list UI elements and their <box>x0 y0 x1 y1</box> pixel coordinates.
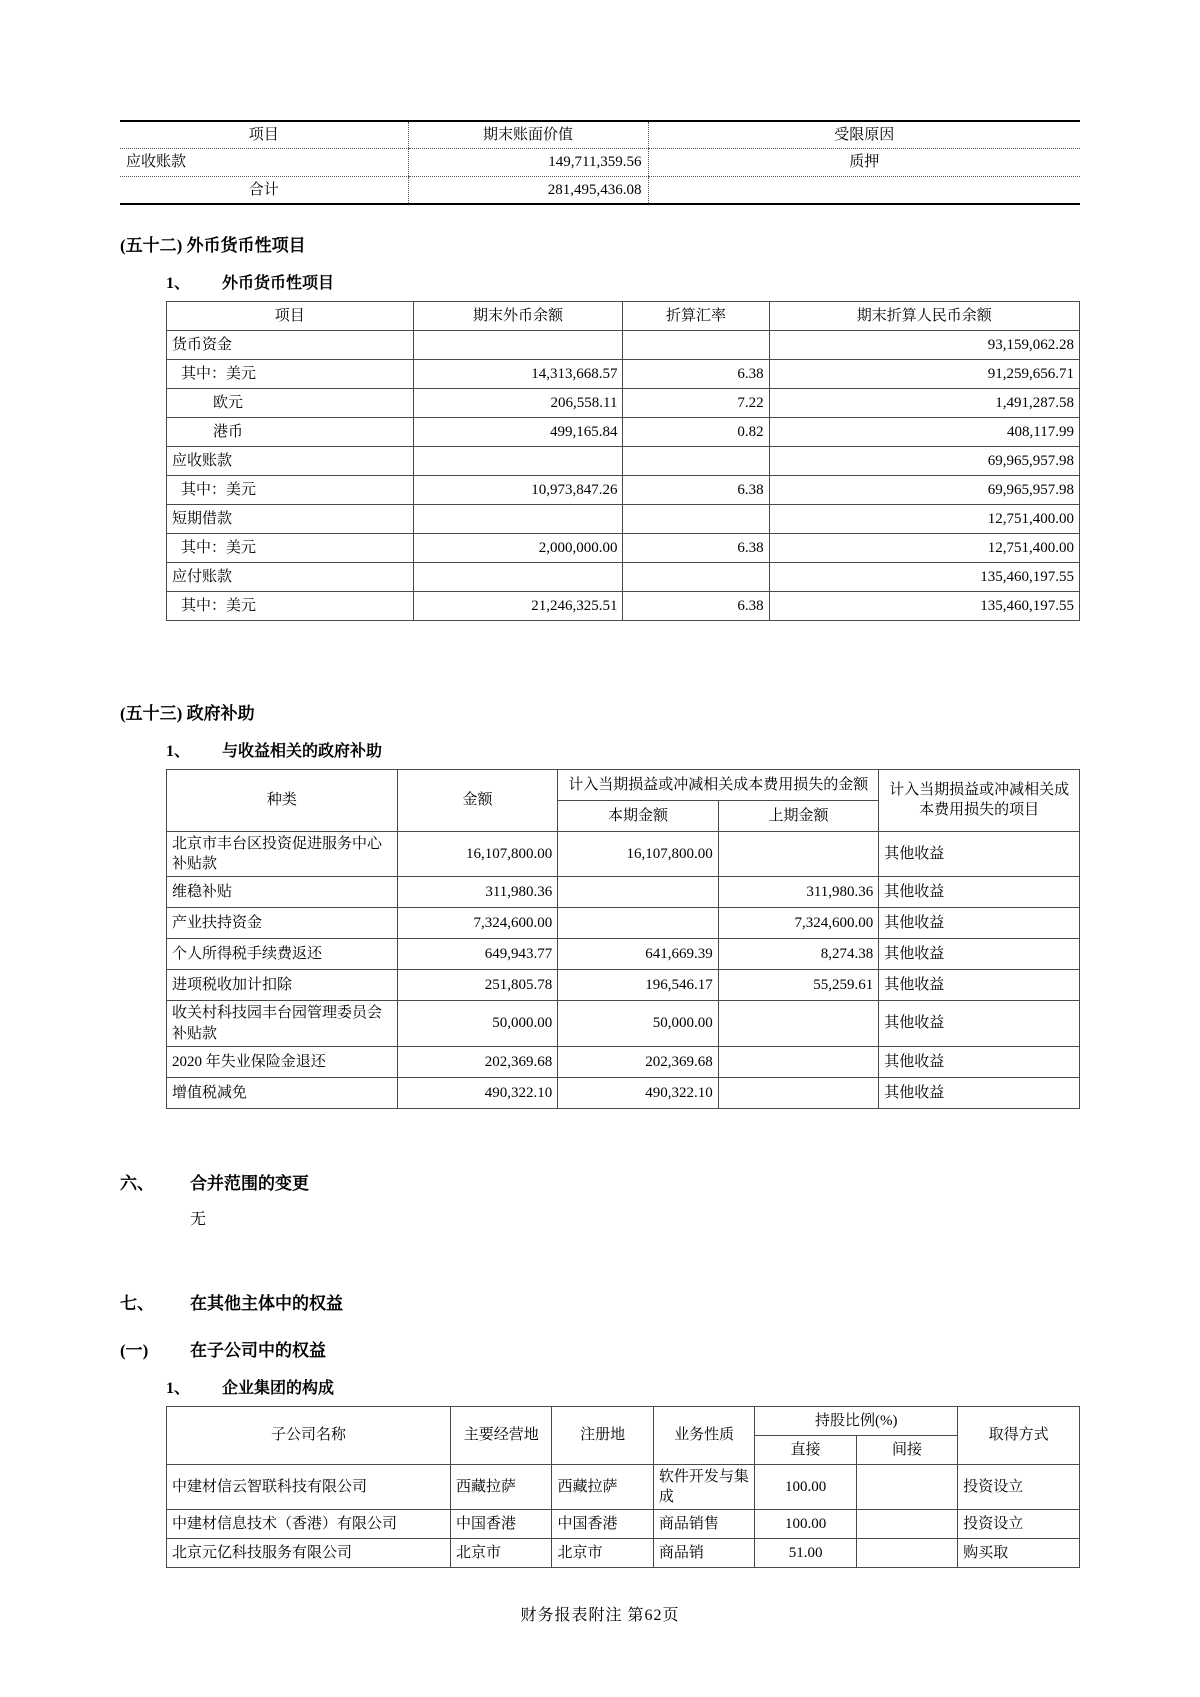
cell-nature: 商品销 <box>653 1539 754 1568</box>
cell-fx: 206,558.11 <box>413 388 623 417</box>
table-row <box>167 475 1080 504</box>
cell-rmb: 69,965,957.98 <box>769 475 1079 504</box>
cell-fx <box>413 330 623 359</box>
cell-acquire: 购买取 <box>958 1539 1080 1568</box>
cell-rmb: 91,259,656.71 <box>769 359 1079 388</box>
table-row <box>167 970 1080 1001</box>
header-cell-indirect: 间接 <box>856 1435 957 1464</box>
table-row <box>167 831 1080 877</box>
cell-rmb: 12,751,400.00 <box>769 533 1079 562</box>
header-cell-reason: 受限原因 <box>648 121 1080 149</box>
cell-current <box>558 908 719 939</box>
cell-item: 应收账款 <box>120 149 408 176</box>
table-row <box>167 1046 1080 1077</box>
header-cell-fx-balance: 期末外币余额 <box>413 301 623 330</box>
cell-current: 196,546.17 <box>558 970 719 1001</box>
table-row <box>167 908 1080 939</box>
cell-item: 短期借款 <box>167 504 414 533</box>
cell-item: 其中：美元 <box>167 475 414 504</box>
cell-prior: 311,980.36 <box>718 877 879 908</box>
cell-current: 490,322.10 <box>558 1077 719 1108</box>
table-row <box>167 562 1080 591</box>
cell-value: 281,495,436.08 <box>408 176 648 204</box>
cell-rmb: 93,159,062.28 <box>769 330 1079 359</box>
cell-indirect <box>856 1539 957 1568</box>
section-number: 七、 <box>120 1293 154 1313</box>
table-header-row <box>167 1406 1080 1435</box>
cell-item: 欧元 <box>167 388 414 417</box>
header-cell-direct: 直接 <box>755 1435 856 1464</box>
subsection-heading-7-1 <box>120 1336 1080 1361</box>
cell-item: 其他收益 <box>879 939 1080 970</box>
cell-nature: 商品销售 <box>653 1510 754 1539</box>
cell-nature: 软件开发与集成 <box>653 1464 754 1510</box>
cell-rmb: 69,965,957.98 <box>769 446 1079 475</box>
header-cell-ratio: 持股比例(%) <box>755 1406 958 1435</box>
cell-item: 其他收益 <box>879 970 1080 1001</box>
header-cell-registration: 注册地 <box>552 1406 653 1464</box>
header-cell-acquire: 取得方式 <box>958 1406 1080 1464</box>
cell-rate: 6.38 <box>623 475 769 504</box>
header-cell-item: 项目 <box>120 121 408 149</box>
cell-rate <box>623 330 769 359</box>
cell-rmb: 408,117.99 <box>769 417 1079 446</box>
cell-rmb: 135,460,197.55 <box>769 562 1079 591</box>
cell-item: 其他收益 <box>879 877 1080 908</box>
subsection-number: (一) <box>120 1340 149 1360</box>
cell-fx <box>413 562 623 591</box>
restricted-assets-table <box>120 120 1080 205</box>
cell-rmb: 1,491,287.58 <box>769 388 1079 417</box>
cell-item: 其中：美元 <box>167 533 414 562</box>
cell-place: 西藏拉萨 <box>451 1464 552 1510</box>
cell-place: 中国香港 <box>451 1510 552 1539</box>
cell-kind: 2020 年失业保险金退还 <box>167 1046 398 1077</box>
table-row <box>167 1539 1080 1568</box>
cell-kind: 收关村科技园丰台园管理委员会补贴款 <box>167 1001 398 1047</box>
subsidiaries-table <box>166 1406 1080 1569</box>
section-number: 六、 <box>120 1173 154 1193</box>
cell-item: 其他收益 <box>879 908 1080 939</box>
cell-place: 北京市 <box>451 1539 552 1568</box>
header-cell-place: 主要经营地 <box>451 1406 552 1464</box>
cell-indirect <box>856 1464 957 1510</box>
item-heading-7-1-1 <box>166 1375 1080 1398</box>
cell-kind: 个人所得税手续费返还 <box>167 939 398 970</box>
cell-name: 中建材信息技术（香港）有限公司 <box>167 1510 451 1539</box>
table-row <box>167 359 1080 388</box>
cell-name: 北京元亿科技服务有限公司 <box>167 1539 451 1568</box>
cell-registration: 中国香港 <box>552 1510 653 1539</box>
header-cell-item: 计入当期损益或冲减相关成本费用损失的项目 <box>879 769 1080 831</box>
cell-prior <box>718 1077 879 1108</box>
cell-fx: 499,165.84 <box>413 417 623 446</box>
cell-registration: 北京市 <box>552 1539 653 1568</box>
cell-reason: 质押 <box>648 149 1080 176</box>
table-row <box>167 591 1080 620</box>
cell-item: 货币资金 <box>167 330 414 359</box>
cell-fx: 2,000,000.00 <box>413 533 623 562</box>
header-cell-amount: 金额 <box>397 769 558 831</box>
cell-fx <box>413 504 623 533</box>
section-heading-6 <box>120 1169 1080 1194</box>
table-row <box>167 939 1080 970</box>
subsection-number: 1、 <box>166 274 191 292</box>
header-cell-nature: 业务性质 <box>653 1406 754 1464</box>
page-footer: 财务报表附注 第62页 <box>520 1607 680 1625</box>
header-cell-value: 期末账面价值 <box>408 121 648 149</box>
cell-rate: 6.38 <box>623 359 769 388</box>
cell-rmb: 135,460,197.55 <box>769 591 1079 620</box>
cell-rate: 7.22 <box>623 388 769 417</box>
table-row <box>120 149 1080 176</box>
cell-rate <box>623 504 769 533</box>
cell-prior <box>718 831 879 877</box>
cell-rate: 0.82 <box>623 417 769 446</box>
section-heading-7 <box>120 1289 1080 1314</box>
table-row <box>167 388 1080 417</box>
table-row <box>167 1510 1080 1539</box>
cell-current: 16,107,800.00 <box>558 831 719 877</box>
cell-kind: 增值税减免 <box>167 1077 398 1108</box>
cell-direct: 100.00 <box>755 1464 856 1510</box>
cell-current: 50,000.00 <box>558 1001 719 1047</box>
cell-rate: 6.38 <box>623 533 769 562</box>
section-title: 合并范围的变更 <box>190 1173 309 1193</box>
header-cell-group: 计入当期损益或冲减相关成本费用损失的金额 <box>558 769 879 800</box>
table-row <box>167 877 1080 908</box>
cell-registration: 西藏拉萨 <box>552 1464 653 1510</box>
cell-prior: 7,324,600.00 <box>718 908 879 939</box>
cell-rate <box>623 446 769 475</box>
cell-amount: 251,805.78 <box>397 970 558 1001</box>
header-cell-prior: 上期金额 <box>718 800 879 831</box>
cell-amount: 311,980.36 <box>397 877 558 908</box>
section-heading-53: (五十三) 政府补助 <box>120 703 255 723</box>
cell-amount: 50,000.00 <box>397 1001 558 1047</box>
table-row <box>167 417 1080 446</box>
cell-current: 202,369.68 <box>558 1046 719 1077</box>
table-row <box>167 1464 1080 1510</box>
cell-indirect <box>856 1510 957 1539</box>
cell-fx <box>413 446 623 475</box>
table-header-row <box>167 769 1080 800</box>
cell-direct: 51.00 <box>755 1539 856 1568</box>
table-row <box>167 533 1080 562</box>
cell-item: 其中：美元 <box>167 591 414 620</box>
cell-name: 中建材信云智联科技有限公司 <box>167 1464 451 1510</box>
table-row <box>167 446 1080 475</box>
table-row <box>120 176 1080 204</box>
foreign-currency-table <box>166 301 1080 621</box>
subsection-title: 外币货币性项目 <box>222 274 335 292</box>
cell-direct: 100.00 <box>755 1510 856 1539</box>
government-grants-table <box>166 769 1080 1109</box>
table-header-row <box>167 301 1080 330</box>
item-number: 1、 <box>166 1379 191 1397</box>
table-row <box>167 1077 1080 1108</box>
cell-amount: 649,943.77 <box>397 939 558 970</box>
cell-item: 其他收益 <box>879 831 1080 877</box>
cell-rate <box>623 562 769 591</box>
cell-kind: 北京市丰台区投资促进服务中心补贴款 <box>167 831 398 877</box>
header-cell-rate: 折算汇率 <box>623 301 769 330</box>
cell-rmb: 12,751,400.00 <box>769 504 1079 533</box>
table-row <box>167 1001 1080 1047</box>
cell-item: 应付账款 <box>167 562 414 591</box>
cell-item: 应收账款 <box>167 446 414 475</box>
section-title: 在其他主体中的权益 <box>190 1293 343 1313</box>
subsection-number: 1、 <box>166 742 191 760</box>
cell-item: 其他收益 <box>879 1001 1080 1047</box>
subsection-heading-52-1 <box>166 270 1080 293</box>
header-cell-rmb-balance: 期末折算人民币余额 <box>769 301 1079 330</box>
cell-item: 港币 <box>167 417 414 446</box>
table-header-row <box>120 121 1080 149</box>
header-cell-kind: 种类 <box>167 769 398 831</box>
cell-amount: 490,322.10 <box>397 1077 558 1108</box>
item-title: 企业集团的构成 <box>222 1379 335 1397</box>
subsection-title: 在子公司中的权益 <box>190 1340 326 1360</box>
cell-kind: 产业扶持资金 <box>167 908 398 939</box>
cell-prior <box>718 1001 879 1047</box>
cell-current <box>558 877 719 908</box>
cell-value: 149,711,359.56 <box>408 149 648 176</box>
section-heading-52: (五十二) 外币货币性项目 <box>120 235 306 255</box>
subsection-heading-53-1 <box>166 738 1080 761</box>
cell-current: 641,669.39 <box>558 939 719 970</box>
cell-prior <box>718 1046 879 1077</box>
header-cell-item: 项目 <box>167 301 414 330</box>
section-6-body: 无 <box>190 1210 207 1228</box>
cell-prior: 8,274.38 <box>718 939 879 970</box>
cell-amount: 202,369.68 <box>397 1046 558 1077</box>
cell-amount: 16,107,800.00 <box>397 831 558 877</box>
cell-fx: 21,246,325.51 <box>413 591 623 620</box>
cell-item: 合计 <box>120 176 408 204</box>
cell-acquire: 投资设立 <box>958 1510 1080 1539</box>
cell-prior: 55,259.61 <box>718 970 879 1001</box>
cell-item: 其他收益 <box>879 1077 1080 1108</box>
cell-fx: 10,973,847.26 <box>413 475 623 504</box>
cell-kind: 维稳补贴 <box>167 877 398 908</box>
cell-acquire: 投资设立 <box>958 1464 1080 1510</box>
cell-rate: 6.38 <box>623 591 769 620</box>
subsection-title: 与收益相关的政府补助 <box>222 742 383 760</box>
cell-kind: 进项税收加计扣除 <box>167 970 398 1001</box>
cell-item: 其他收益 <box>879 1046 1080 1077</box>
cell-reason <box>648 176 1080 204</box>
table-row <box>167 504 1080 533</box>
cell-fx: 14,313,668.57 <box>413 359 623 388</box>
table-row <box>167 330 1080 359</box>
cell-amount: 7,324,600.00 <box>397 908 558 939</box>
cell-item: 其中：美元 <box>167 359 414 388</box>
header-cell-name: 子公司名称 <box>167 1406 451 1464</box>
header-cell-current: 本期金额 <box>558 800 719 831</box>
